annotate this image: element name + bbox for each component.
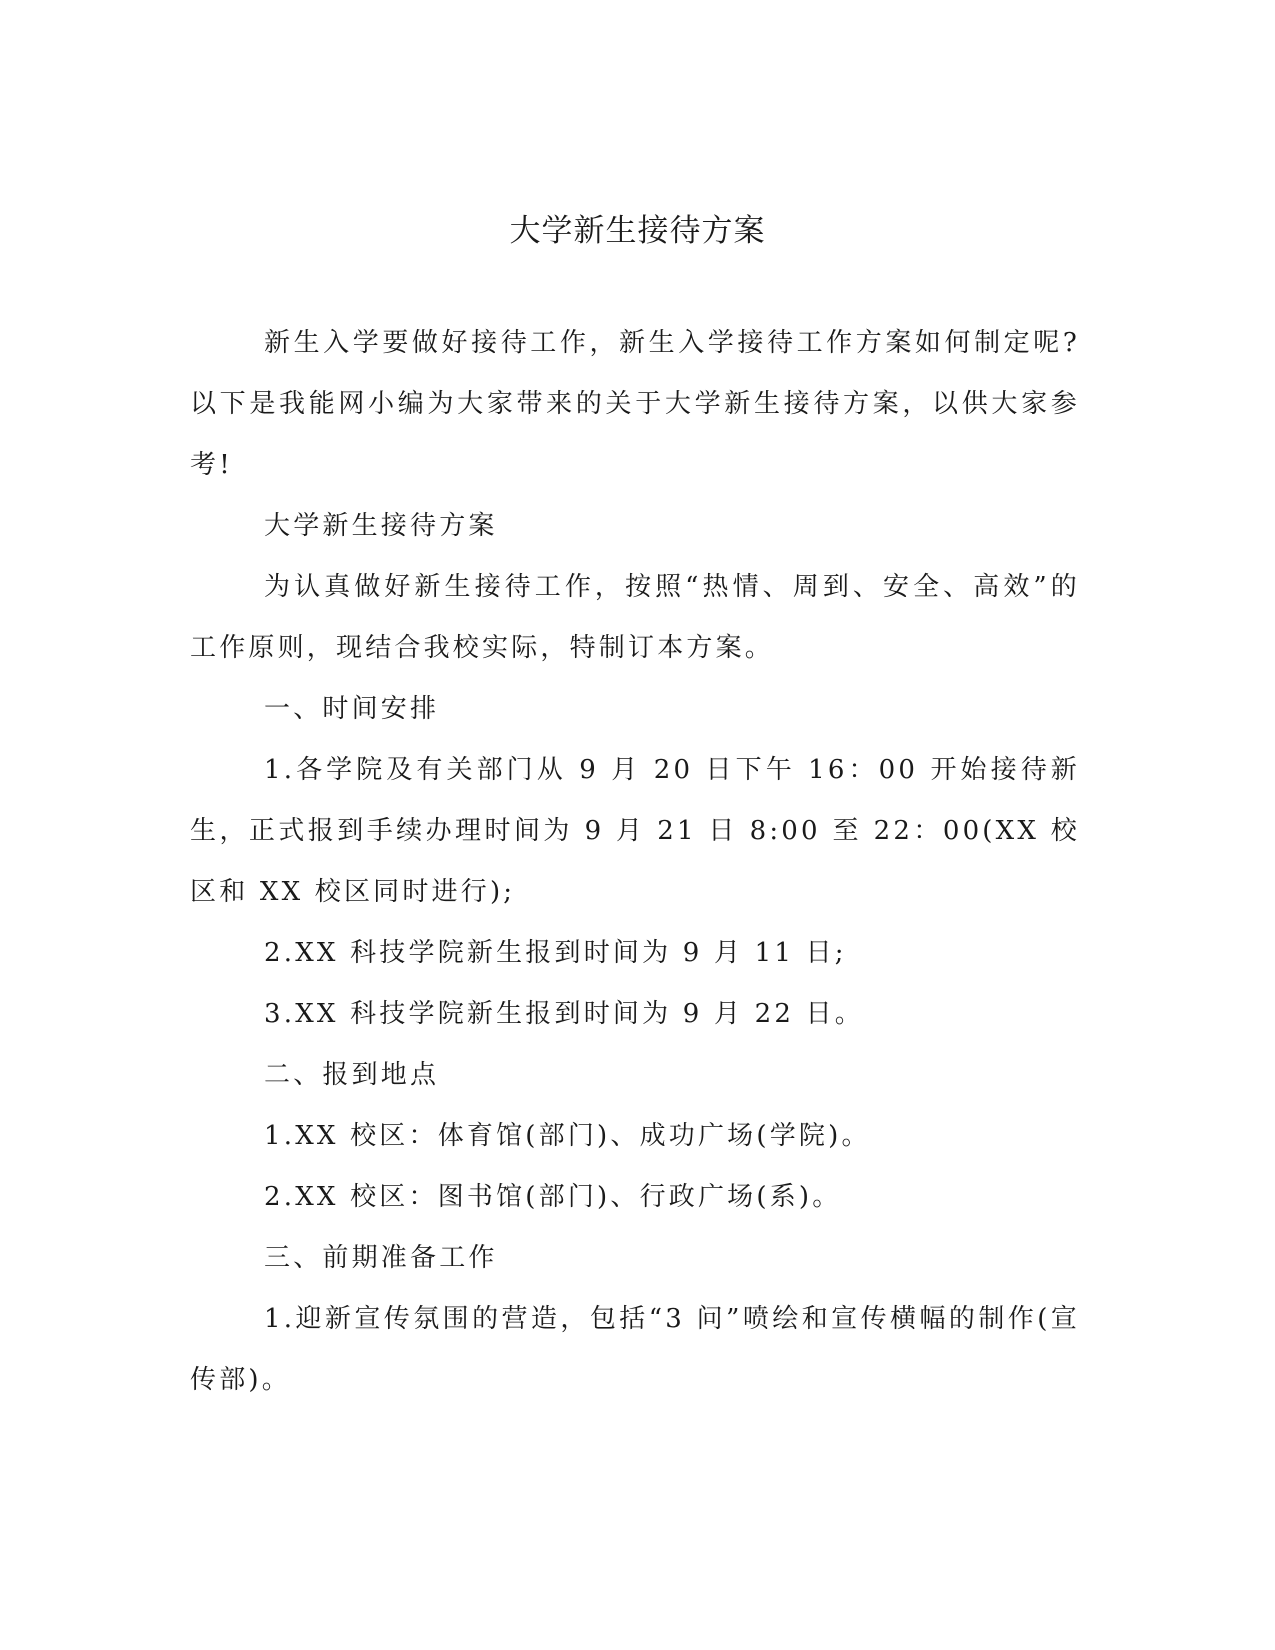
document-title: 大学新生接待方案 <box>509 213 766 249</box>
schedule-item-3: 3.XX 科技学院新生报到时间为 9 月 22 日。 <box>264 999 864 1029</box>
location-item-2: 2.XX 校区：图书馆(部门)、行政广场(系)。 <box>264 1182 842 1212</box>
document-body <box>190 313 1080 1411</box>
preparation-item-1: 1.迎新宣传氛围的营造，包括“3 问”喷绘和宣传横幅的制作(宣传部)。 <box>190 1304 1080 1395</box>
section-heading-location: 二、报到地点 <box>264 1060 440 1090</box>
intro-paragraph: 新生入学要做好接待工作，新生入学接待工作方案如何制定呢?以下是我能网小编为大家带来的关于大学新生接待方案，以供大家参考! <box>190 328 1080 480</box>
principle-paragraph: 为认真做好新生接待工作，按照“热情、周到、安全、高效”的工作原则，现结合我校实际，特制订本方案。 <box>190 572 1080 663</box>
schedule-item-2: 2.XX 科技学院新生报到时间为 9 月 11 日; <box>264 938 847 968</box>
section-heading-schedule: 一、时间安排 <box>264 694 440 724</box>
schedule-item-1: 1.各学院及有关部门从 9 月 20 日下午 16：00 开始接待新生，正式报到手续办理时间为 9 月 21 日 8:00 至 22：00(XX 校区和 XX 校区同时进行); <box>190 755 1080 907</box>
section-heading-preparation: 三、前期准备工作 <box>264 1243 498 1273</box>
location-item-1: 1.XX 校区：体育馆(部门)、成功广场(学院)。 <box>264 1121 871 1151</box>
plan-heading: 大学新生接待方案 <box>264 511 498 541</box>
